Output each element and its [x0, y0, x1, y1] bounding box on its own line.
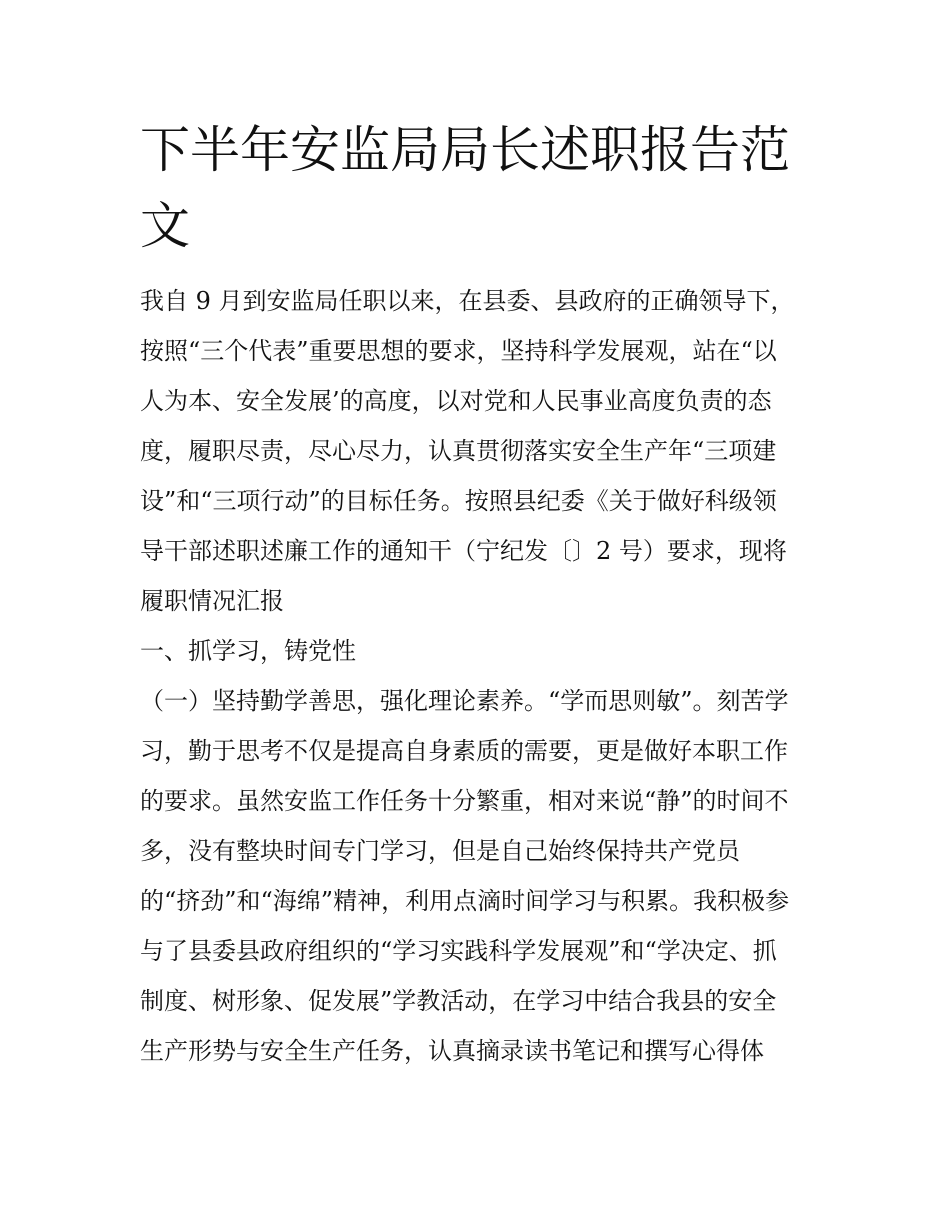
body-line: 的“挤劲”和“海绵”精神，利用点滴时间学习与积累。我积极参	[140, 887, 790, 915]
body-line: 制度、树形象、促发展”学教活动，在学习中结合我县的安全	[140, 987, 777, 1015]
body-line: 的要求。虽然安监工作任务十分繁重，相对来说“静”的时间不	[140, 787, 789, 815]
document-title: 下半年安监局局长述职报告范文	[140, 121, 790, 255]
body-line: 按照“三个代表”重要思想的要求，坚持科学发展观，站在“以	[140, 337, 777, 365]
body-line: 与了县委县政府组织的“学习实践科学发展观”和“学决定、抓	[140, 937, 777, 965]
body-line: 导干部述职述廉工作的通知干（宁纪发〔〕2 号）要求，现将	[140, 537, 787, 565]
body-line: 多，没有整块时间专门学习，但是自己始终保持共产党员	[140, 837, 740, 865]
body-line: 人为本、安全发展’的高度，以对党和人民事业高度负责的态	[140, 387, 772, 415]
body-line: 履职情况汇报	[140, 587, 284, 615]
body-line: 度，履职尽责，尽心尽力，认真贯彻落实安全生产年“三项建	[140, 437, 777, 465]
body-line: 生产形势与安全生产任务，认真摘录读书笔记和撰写心得体	[140, 1037, 764, 1065]
body-line: 我自 9 月到安监局任职以来，在县委、县政府的正确领导下，	[140, 287, 795, 315]
body-line: 习，勤于思考不仅是提高自身素质的需要，更是做好本职工作	[140, 737, 788, 765]
document-body	[140, 276, 820, 1076]
body-line: （一）坚持勤学善思，强化理论素养。“学而思则敏”。刻苦学	[140, 687, 789, 715]
body-line: 设”和“三项行动”的目标任务。按照县纪委《关于做好科级领	[140, 487, 777, 515]
section-heading: 一、抓学习，铸党性	[140, 637, 356, 665]
